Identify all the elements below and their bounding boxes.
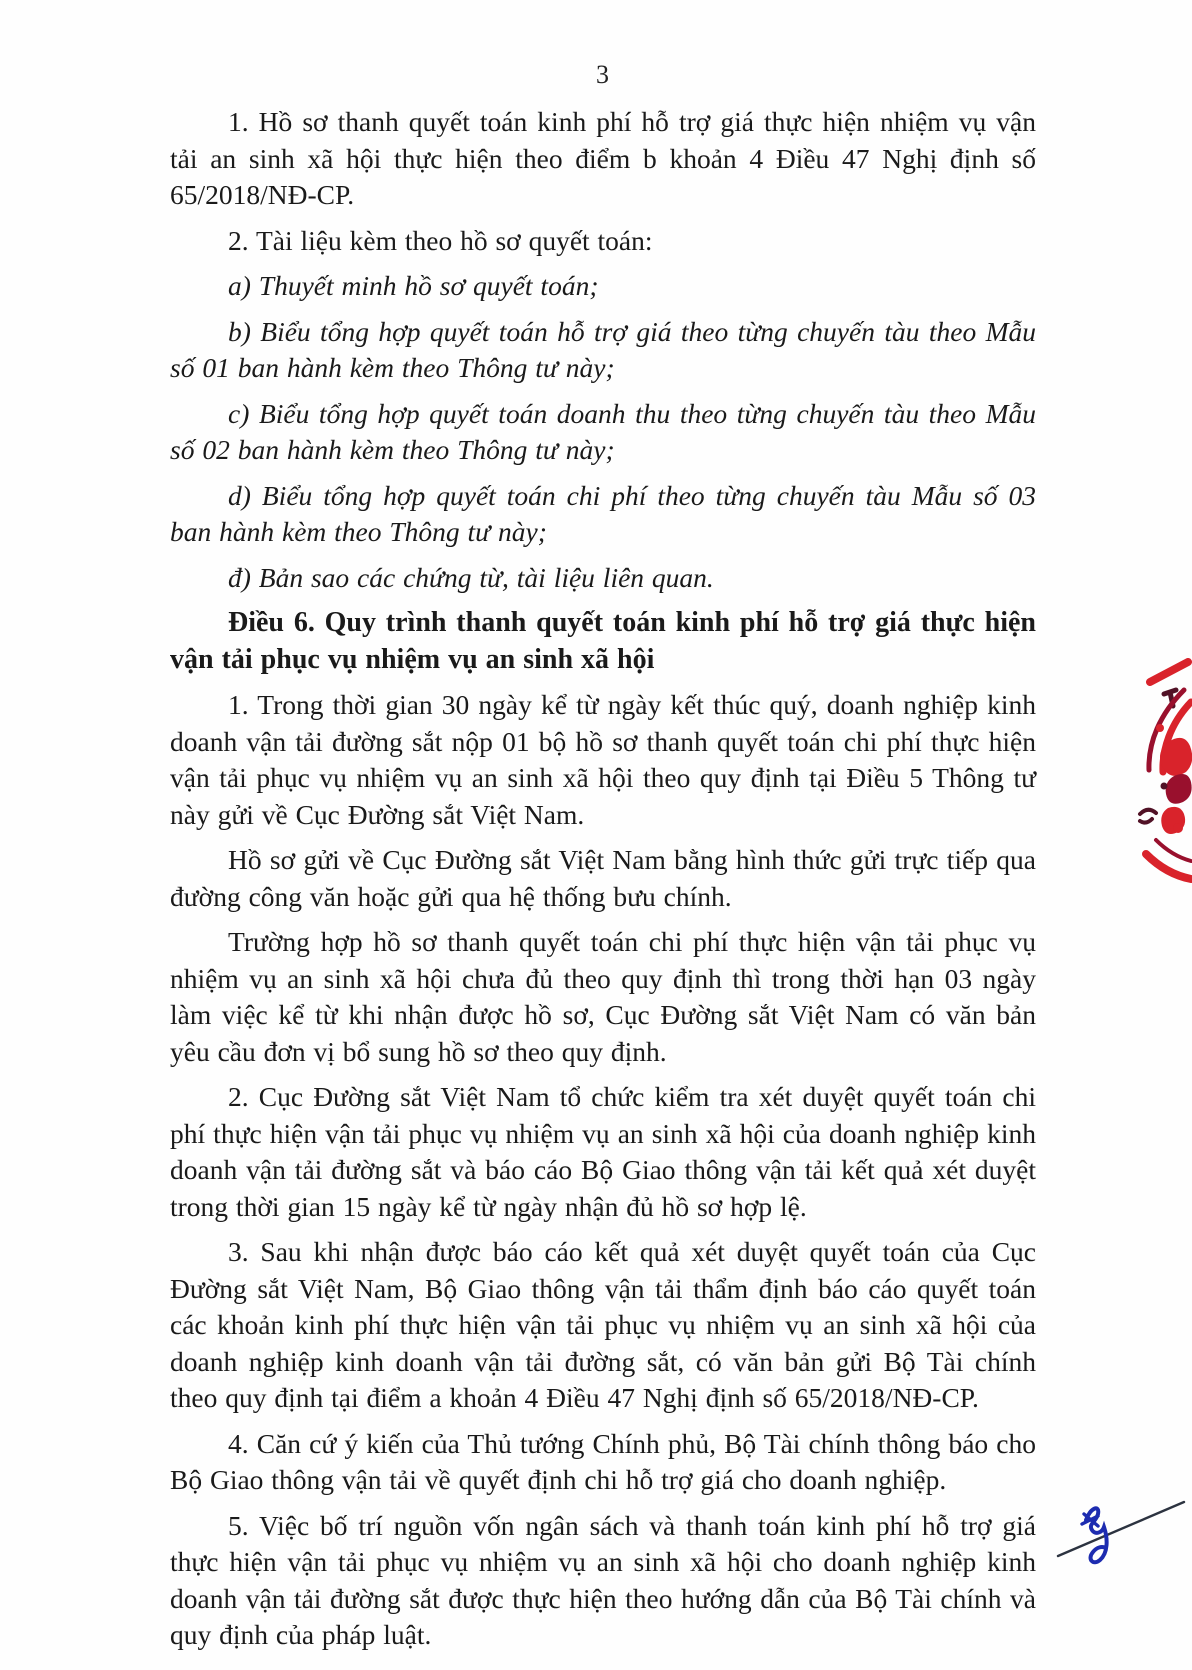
- document-body: [170, 104, 1036, 1663]
- list-item: d) Biểu tổng hợp quyết toán chi phí theo từng chuyến tàu Mẫu số 03 ban hành kèm theo Thông tư này;: [170, 479, 1036, 547]
- list-item: b) Biểu tổng hợp quyết toán hỗ trợ giá theo từng chuyến tàu theo Mẫu số 01 ban hành kèm theo Thông tư này;: [170, 315, 1036, 383]
- list-item: đ) Bản sao các chứng từ, tài liệu liên quan.: [228, 561, 714, 593]
- paragraph: 2. Cục Đường sắt Việt Nam tổ chức kiểm tra xét duyệt quyết toán chi phí thực hiện vận tải phục vụ nhiệm vụ an sinh xã hội của doanh nghiệp kinh doanh vận tải đường sắt và báo cáo Bộ Giao thông vận tải kết quả xét duyệt trong thời gian 15 ngày kể từ ngày nhận đủ hồ sơ hợp lệ.: [170, 1081, 1036, 1222]
- paragraph: Trường hợp hồ sơ thanh quyết toán chi phí thực hiện vận tải phục vụ nhiệm vụ an sinh xã hội chưa đủ theo quy định thì trong thời hạn 03 ngày làm việc kể từ khi nhận được hồ sơ, Cục Đường sắt Việt Nam có văn bản yêu cầu đơn vị bổ sung hồ sơ theo quy định.: [170, 926, 1036, 1067]
- ink-signature: [1038, 1486, 1190, 1578]
- list-item: c) Biểu tổng hợp quyết toán doanh thu theo từng chuyến tàu theo Mẫu số 02 ban hành kèm theo Thông tư này;: [170, 397, 1036, 465]
- paragraph: Hồ sơ gửi về Cục Đường sắt Việt Nam bằng hình thức gửi trực tiếp qua đường công văn hoặc gửi qua hệ thống bưu chính.: [170, 844, 1036, 912]
- paragraph: 2. Tài liệu kèm theo hồ sơ quyết toán:: [228, 224, 653, 256]
- paragraph: 3. Sau khi nhận được báo cáo kết quả xét duyệt quyết toán của Cục Đường sắt Việt Nam, Bộ Giao thông vận tải thẩm định báo cáo quyết toán các khoản kinh phí thực hiện vận tải phục vụ nhiệm vụ an sinh xã hội của doanh nghiệp kinh doanh vận tải đường sắt, có văn bản gửi Bộ Tài chính theo quy định tại điểm a khoản 4 Điều 47 Nghị định số 65/2018/NĐ-CP.: [170, 1236, 1036, 1413]
- paragraph: 1. Trong thời gian 30 ngày kể từ ngày kết thúc quý, doanh nghiệp kinh doanh vận tải đường sắt nộp 01 bộ hồ sơ thanh quyết toán chi phí thực hiện vận tải phục vụ nhiệm vụ an sinh xã hội theo quy định tại Điều 5 Thông tư này gửi về Cục Đường sắt Việt Nam.: [170, 689, 1036, 830]
- article-heading: Điều 6. Quy trình thanh quyết toán kinh phí hỗ trợ giá thực hiện vận tải phục vụ nhiệm vụ an sinh xã hội: [170, 607, 1036, 675]
- official-stamp-fragment-icon: [1134, 658, 1192, 890]
- paragraph: 4. Căn cứ ý kiến của Thủ tướng Chính phủ, Bộ Tài chính thông báo cho Bộ Giao thông vận tải về quyết định chi hỗ trợ giá cho doanh nghiệp.: [170, 1427, 1036, 1495]
- paragraph: 5. Việc bố trí nguồn vốn ngân sách và thanh toán kinh phí hỗ trợ giá thực hiện vận tải phục vụ nhiệm vụ an sinh xã hội cho doanh nghiệp kinh doanh vận tải đường sắt được thực hiện theo hướng dẫn của Bộ Tài chính và quy định của pháp luật.: [170, 1509, 1036, 1650]
- list-item: a) Thuyết minh hồ sơ quyết toán;: [228, 270, 599, 301]
- page-number: 3: [596, 60, 609, 89]
- paragraph: 1. Hồ sơ thanh quyết toán kinh phí hỗ trợ giá thực hiện nhiệm vụ vận tải an sinh xã hội thực hiện theo điểm b khoản 4 Điều 47 Nghị định số 65/2018/NĐ-CP.: [170, 106, 1036, 210]
